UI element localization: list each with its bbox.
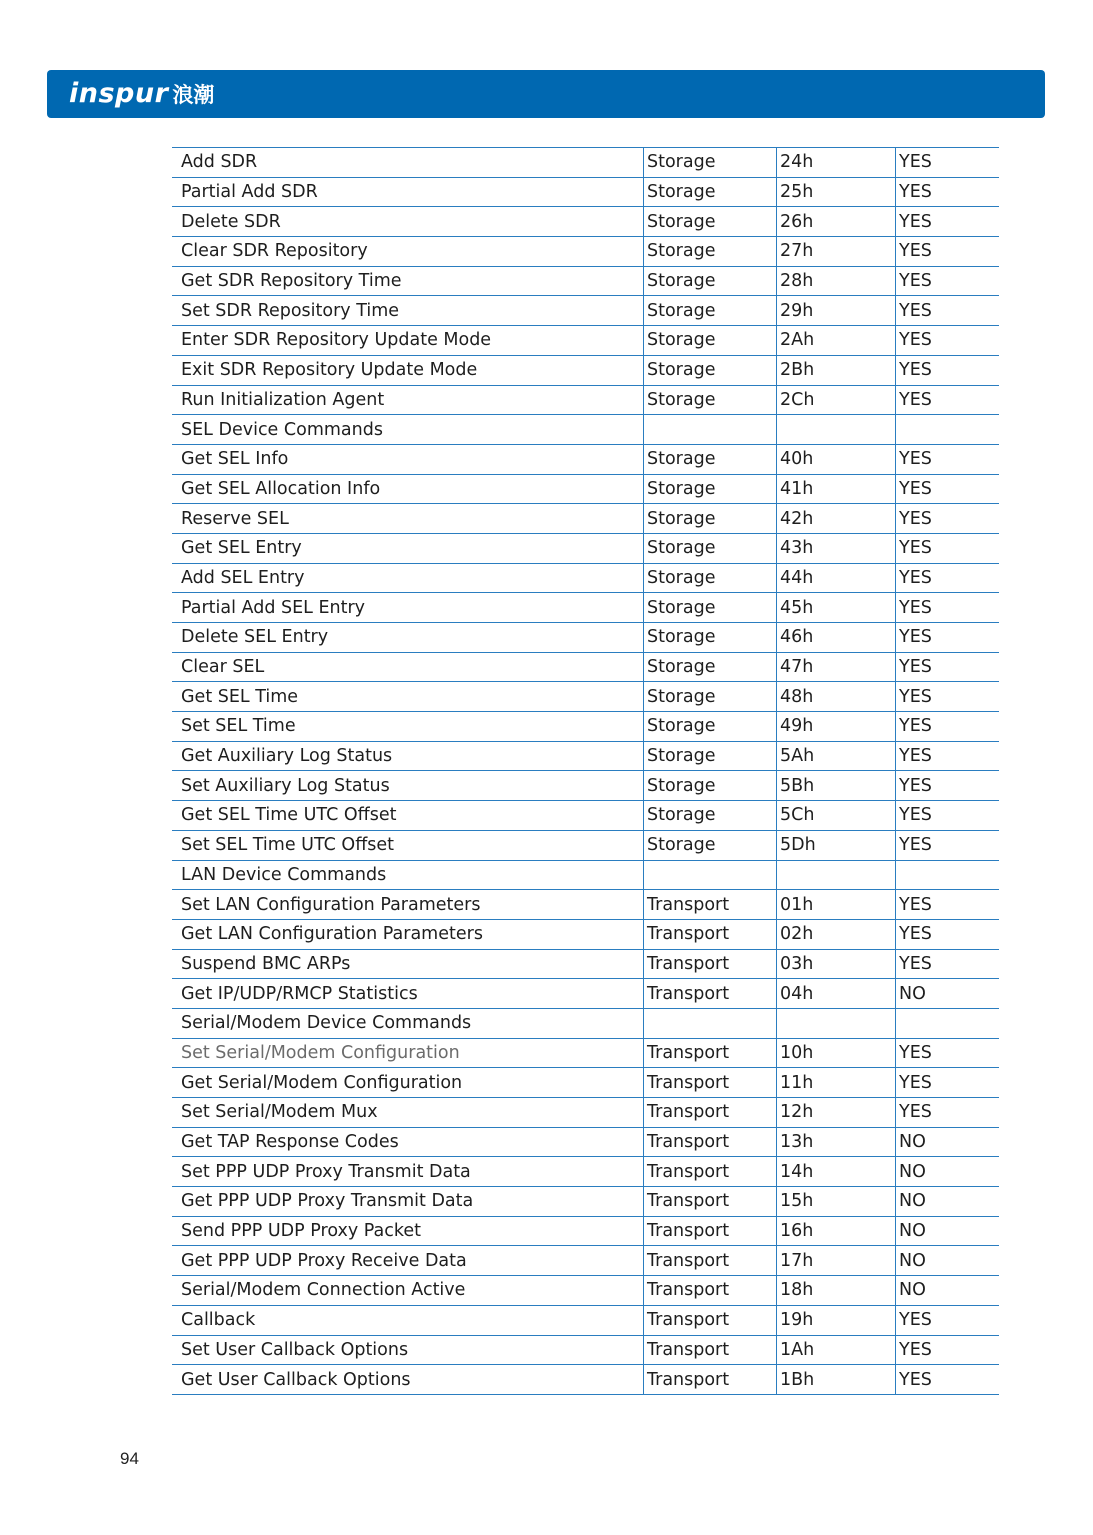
command-name-cell: Clear SEL (172, 652, 644, 682)
support-cell: YES (896, 830, 1000, 860)
table-row (172, 533, 999, 563)
cmd-code-cell: 02h (777, 919, 896, 949)
netfn-cell (644, 415, 777, 445)
cmd-code-cell: 01h (777, 890, 896, 920)
cmd-code-cell: 5Dh (777, 830, 896, 860)
command-name-cell: Enter SDR Repository Update Mode (172, 326, 644, 356)
table-row (172, 771, 999, 801)
support-cell: YES (896, 504, 1000, 534)
support-cell: NO (896, 1157, 1000, 1187)
table-row (172, 682, 999, 712)
netfn-cell: Storage (644, 623, 777, 653)
cmd-code-cell: 10h (777, 1038, 896, 1068)
support-cell: YES (896, 623, 1000, 653)
netfn-cell: Transport (644, 919, 777, 949)
table-row (172, 712, 999, 742)
command-name-cell: Get SEL Entry (172, 533, 644, 563)
command-table-body (172, 148, 999, 1395)
cmd-code-cell: 11h (777, 1068, 896, 1098)
netfn-cell: Storage (644, 771, 777, 801)
cmd-code-cell: 44h (777, 563, 896, 593)
support-cell: NO (896, 1127, 1000, 1157)
command-name-cell: Delete SDR (172, 207, 644, 237)
netfn-cell: Storage (644, 593, 777, 623)
cmd-code-cell: 41h (777, 474, 896, 504)
support-cell: YES (896, 801, 1000, 831)
cmd-code-cell: 18h (777, 1276, 896, 1306)
support-cell: YES (896, 237, 1000, 267)
table-row (172, 326, 999, 356)
cmd-code-cell: 5Bh (777, 771, 896, 801)
table-row (172, 1098, 999, 1128)
table-row (172, 949, 999, 979)
netfn-cell: Transport (644, 1276, 777, 1306)
netfn-cell: Storage (644, 801, 777, 831)
command-name-cell: Get User Callback Options (172, 1365, 644, 1395)
table-row (172, 415, 999, 445)
netfn-cell: Transport (644, 1216, 777, 1246)
netfn-cell: Transport (644, 890, 777, 920)
netfn-cell: Transport (644, 949, 777, 979)
cmd-code-cell: 04h (777, 979, 896, 1009)
table-row (172, 623, 999, 653)
table-row (172, 830, 999, 860)
netfn-cell: Storage (644, 830, 777, 860)
support-cell: YES (896, 1068, 1000, 1098)
command-name-cell: Get SEL Time (172, 682, 644, 712)
table-row (172, 1365, 999, 1395)
command-name-cell: Add SEL Entry (172, 563, 644, 593)
support-cell: YES (896, 296, 1000, 326)
table-row (172, 474, 999, 504)
table-row (172, 148, 999, 178)
inspur-logo (69, 76, 214, 113)
netfn-cell: Transport (644, 1127, 777, 1157)
netfn-cell: Storage (644, 682, 777, 712)
cmd-code-cell: 40h (777, 444, 896, 474)
cmd-code-cell: 15h (777, 1187, 896, 1217)
command-name-cell: Clear SDR Repository (172, 237, 644, 267)
support-cell: YES (896, 266, 1000, 296)
command-name-cell: Partial Add SEL Entry (172, 593, 644, 623)
netfn-cell: Storage (644, 148, 777, 178)
support-cell: YES (896, 355, 1000, 385)
table-row (172, 741, 999, 771)
cmd-code-cell: 2Ah (777, 326, 896, 356)
command-name-cell: SEL Device Commands (172, 415, 644, 445)
support-cell: YES (896, 712, 1000, 742)
support-cell: NO (896, 1216, 1000, 1246)
table-row (172, 801, 999, 831)
netfn-cell: Storage (644, 237, 777, 267)
table-row (172, 504, 999, 534)
table-row (172, 593, 999, 623)
command-name-cell: Add SDR (172, 148, 644, 178)
cmd-code-cell: 03h (777, 949, 896, 979)
command-name-cell: Get TAP Response Codes (172, 1127, 644, 1157)
support-cell: YES (896, 326, 1000, 356)
command-name-cell: LAN Device Commands (172, 860, 644, 890)
netfn-cell: Transport (644, 1365, 777, 1395)
table-row (172, 979, 999, 1009)
command-name-cell: Get SEL Time UTC Offset (172, 801, 644, 831)
support-cell: YES (896, 474, 1000, 504)
cmd-code-cell: 12h (777, 1098, 896, 1128)
support-cell: YES (896, 741, 1000, 771)
table-row (172, 860, 999, 890)
command-name-cell: Set SEL Time UTC Offset (172, 830, 644, 860)
cmd-code-cell: 17h (777, 1246, 896, 1276)
cmd-code-cell: 43h (777, 533, 896, 563)
table-row (172, 1038, 999, 1068)
netfn-cell: Storage (644, 563, 777, 593)
support-cell: NO (896, 979, 1000, 1009)
netfn-cell: Storage (644, 326, 777, 356)
command-name-cell: Get SEL Allocation Info (172, 474, 644, 504)
command-name-cell: Get Auxiliary Log Status (172, 741, 644, 771)
netfn-cell: Storage (644, 741, 777, 771)
table-row (172, 563, 999, 593)
netfn-cell: Transport (644, 1038, 777, 1068)
support-cell: YES (896, 652, 1000, 682)
netfn-cell: Storage (644, 444, 777, 474)
cmd-code-cell: 5Ah (777, 741, 896, 771)
cmd-code-cell: 49h (777, 712, 896, 742)
netfn-cell: Storage (644, 266, 777, 296)
command-name-cell: Send PPP UDP Proxy Packet (172, 1216, 644, 1246)
support-cell: YES (896, 207, 1000, 237)
command-name-cell: Run Initialization Agent (172, 385, 644, 415)
support-cell: YES (896, 563, 1000, 593)
support-cell: YES (896, 593, 1000, 623)
table-row (172, 890, 999, 920)
table-row (172, 385, 999, 415)
netfn-cell: Transport (644, 1098, 777, 1128)
netfn-cell: Storage (644, 385, 777, 415)
netfn-cell: Storage (644, 712, 777, 742)
table-row (172, 1276, 999, 1306)
table-row (172, 1335, 999, 1365)
cmd-code-cell (777, 1008, 896, 1038)
table-row (172, 444, 999, 474)
command-name-cell: Set SDR Repository Time (172, 296, 644, 326)
support-cell: YES (896, 1098, 1000, 1128)
support-cell: YES (896, 444, 1000, 474)
support-cell: NO (896, 1246, 1000, 1276)
command-name-cell: Partial Add SDR (172, 177, 644, 207)
netfn-cell: Storage (644, 207, 777, 237)
command-name-cell: Set PPP UDP Proxy Transmit Data (172, 1157, 644, 1187)
cmd-code-cell: 16h (777, 1216, 896, 1246)
netfn-cell: Transport (644, 1068, 777, 1098)
command-name-cell: Delete SEL Entry (172, 623, 644, 653)
netfn-cell: Storage (644, 504, 777, 534)
table-row (172, 1187, 999, 1217)
cmd-code-cell: 46h (777, 623, 896, 653)
command-table (172, 147, 999, 1395)
command-name-cell: Get SEL Info (172, 444, 644, 474)
cmd-code-cell: 13h (777, 1127, 896, 1157)
command-name-cell: Exit SDR Repository Update Mode (172, 355, 644, 385)
table-row (172, 1127, 999, 1157)
support-cell: YES (896, 682, 1000, 712)
command-name-cell: Callback (172, 1305, 644, 1335)
cmd-code-cell (777, 415, 896, 445)
support-cell (896, 415, 1000, 445)
table-row (172, 177, 999, 207)
command-name-cell: Serial/Modem Connection Active (172, 1276, 644, 1306)
table-row (172, 1068, 999, 1098)
cmd-code-cell: 1Bh (777, 1365, 896, 1395)
support-cell: YES (896, 919, 1000, 949)
support-cell: YES (896, 1038, 1000, 1068)
cmd-code-cell: 25h (777, 177, 896, 207)
netfn-cell: Storage (644, 296, 777, 326)
cmd-code-cell: 27h (777, 237, 896, 267)
table-row (172, 355, 999, 385)
support-cell (896, 1008, 1000, 1038)
command-name-cell: Serial/Modem Device Commands (172, 1008, 644, 1038)
cmd-code-cell: 26h (777, 207, 896, 237)
support-cell: YES (896, 771, 1000, 801)
command-name-cell: Get Serial/Modem Configuration (172, 1068, 644, 1098)
netfn-cell: Storage (644, 533, 777, 563)
table-row (172, 1305, 999, 1335)
table-row (172, 266, 999, 296)
cmd-code-cell: 24h (777, 148, 896, 178)
cmd-code-cell: 2Ch (777, 385, 896, 415)
netfn-cell: Transport (644, 979, 777, 1009)
command-name-cell: Set Serial/Modem Mux (172, 1098, 644, 1128)
table-row (172, 296, 999, 326)
command-name-cell: Get SDR Repository Time (172, 266, 644, 296)
support-cell: NO (896, 1187, 1000, 1217)
support-cell: YES (896, 1305, 1000, 1335)
support-cell: YES (896, 890, 1000, 920)
cmd-code-cell: 2Bh (777, 355, 896, 385)
command-name-cell: Get PPP UDP Proxy Receive Data (172, 1246, 644, 1276)
command-name-cell: Reserve SEL (172, 504, 644, 534)
netfn-cell: Storage (644, 474, 777, 504)
table-row (172, 237, 999, 267)
netfn-cell (644, 860, 777, 890)
cmd-code-cell: 19h (777, 1305, 896, 1335)
command-name-cell: Get LAN Configuration Parameters (172, 919, 644, 949)
command-name-cell: Get IP/UDP/RMCP Statistics (172, 979, 644, 1009)
netfn-cell: Storage (644, 355, 777, 385)
cmd-code-cell: 29h (777, 296, 896, 326)
netfn-cell (644, 1008, 777, 1038)
table-row (172, 919, 999, 949)
page-number: 94 (120, 1449, 139, 1468)
netfn-cell: Transport (644, 1246, 777, 1276)
netfn-cell: Transport (644, 1305, 777, 1335)
command-name-cell: Set User Callback Options (172, 1335, 644, 1365)
support-cell: YES (896, 533, 1000, 563)
support-cell: YES (896, 1335, 1000, 1365)
netfn-cell: Storage (644, 652, 777, 682)
support-cell (896, 860, 1000, 890)
support-cell: YES (896, 177, 1000, 207)
cmd-code-cell: 5Ch (777, 801, 896, 831)
netfn-cell: Storage (644, 177, 777, 207)
logo-cn-text: 浪潮 (172, 83, 215, 107)
table-row (172, 1216, 999, 1246)
cmd-code-cell: 45h (777, 593, 896, 623)
support-cell: YES (896, 1365, 1000, 1395)
table-row (172, 207, 999, 237)
cmd-code-cell: 47h (777, 652, 896, 682)
table-row (172, 1246, 999, 1276)
cmd-code-cell: 28h (777, 266, 896, 296)
cmd-code-cell: 1Ah (777, 1335, 896, 1365)
command-name-cell: Set SEL Time (172, 712, 644, 742)
netfn-cell: Transport (644, 1187, 777, 1217)
command-name-cell: Get PPP UDP Proxy Transmit Data (172, 1187, 644, 1217)
command-name-cell: Set Auxiliary Log Status (172, 771, 644, 801)
table-row (172, 1157, 999, 1187)
command-name-cell: Set LAN Configuration Parameters (172, 890, 644, 920)
support-cell: YES (896, 385, 1000, 415)
netfn-cell: Transport (644, 1157, 777, 1187)
support-cell: YES (896, 148, 1000, 178)
command-name-cell: Set Serial/Modem Configuration (172, 1038, 644, 1068)
table-row (172, 1008, 999, 1038)
cmd-code-cell (777, 860, 896, 890)
support-cell: NO (896, 1276, 1000, 1306)
cmd-code-cell: 14h (777, 1157, 896, 1187)
command-name-cell: Suspend BMC ARPs (172, 949, 644, 979)
logo-text: inspur (69, 78, 169, 109)
table-row (172, 652, 999, 682)
support-cell: YES (896, 949, 1000, 979)
netfn-cell: Transport (644, 1335, 777, 1365)
cmd-code-cell: 42h (777, 504, 896, 534)
header-bar (47, 70, 1045, 118)
cmd-code-cell: 48h (777, 682, 896, 712)
